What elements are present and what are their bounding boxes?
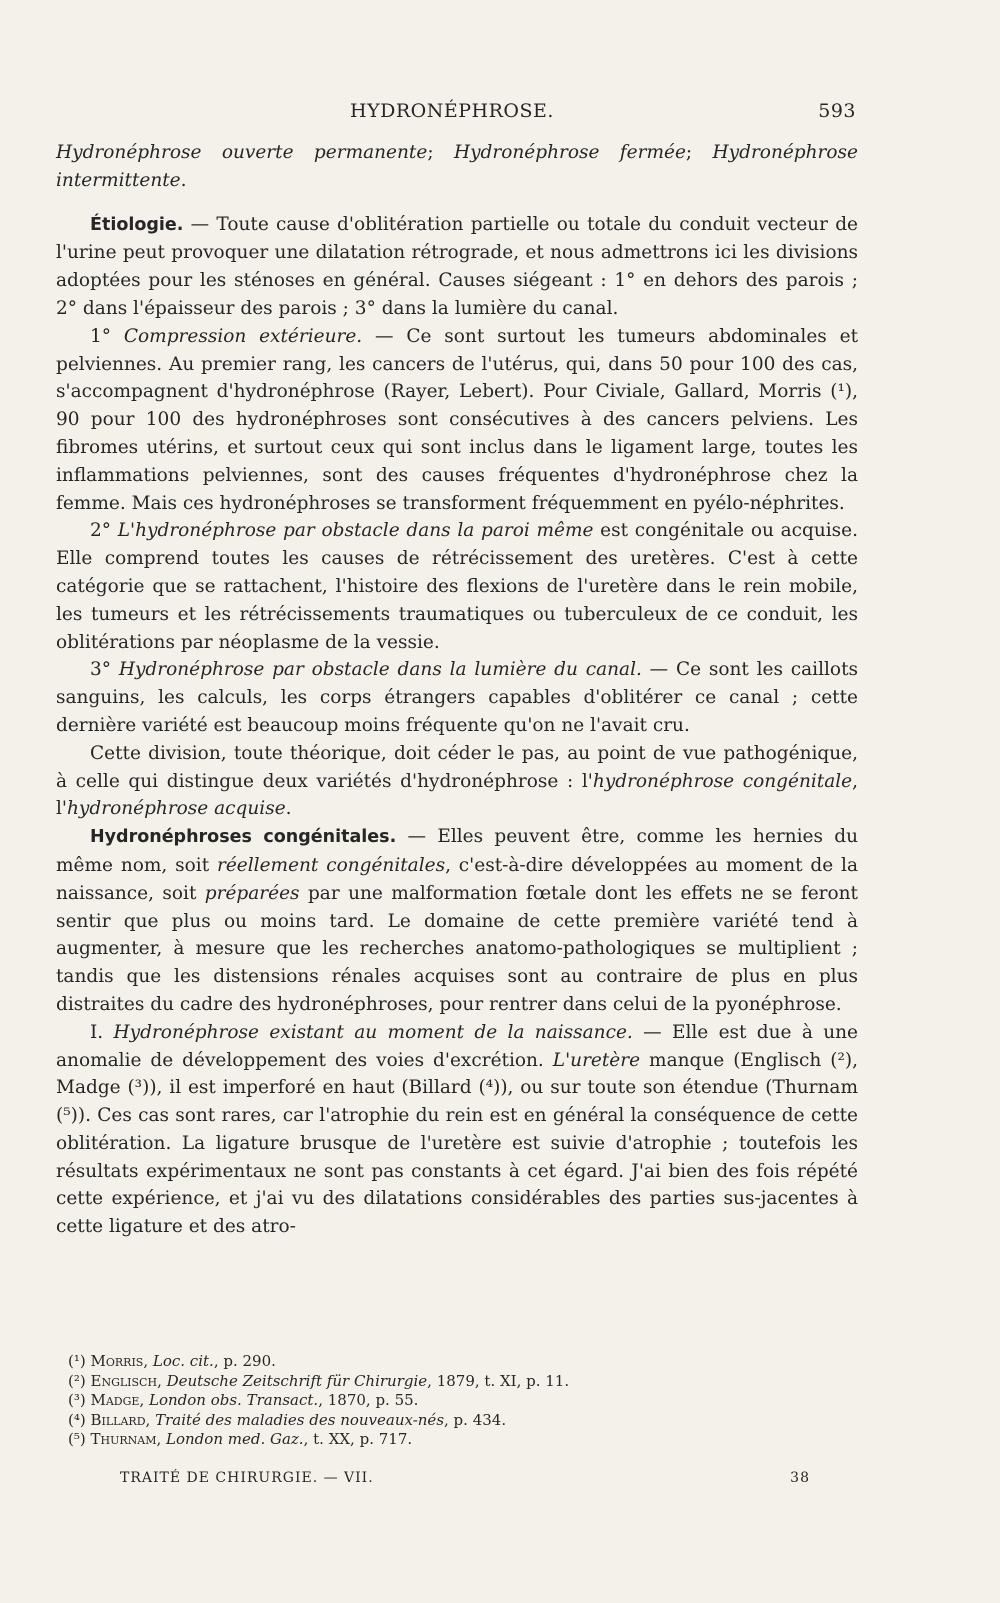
text-run: manque (Englisch (²), Madge (³)), il est imperforé en haut (Billard (⁴)), ou sur toute son étendue (Thurnam (⁵)). Ces cas sont rares, car l'atrophie du rein est en général la conséquence de cette oblitération. La ligature brusque de l'uretère est suivie d'atrophie ; toutefois les résultats expérimentaux ne sont pas constants à cet égard. J'ai bien des fois répété cette expérience, et j'ai vu des dilatations considérables des parties sus-jacentes à cette ligature et des atro- — [56, 1049, 858, 1238]
footnote-author: Englisch — [90, 1371, 158, 1390]
footnote-work: London med. Gaz. — [166, 1430, 304, 1449]
text-run: , — [145, 1410, 156, 1429]
text-run: . — [180, 169, 187, 191]
footnote-work: Loc. cit. — [152, 1352, 214, 1370]
text-run: ; — [685, 142, 713, 163]
text-run: , — [156, 1430, 167, 1449]
text-run: , 1879, t. XI, p. 11. — [427, 1371, 570, 1390]
italic-term: réellement congénitales — [217, 854, 446, 876]
item-number: I. — [90, 1021, 114, 1043]
paragraph-lumiere — [56, 656, 858, 739]
item-number: 1° — [90, 325, 124, 347]
footnote — [68, 1430, 848, 1450]
text-run: . — [285, 798, 292, 820]
footnote — [68, 1372, 848, 1392]
text-run: — Elles peuvent être, comme les hernies du même nom, soit — [56, 826, 859, 876]
text-run: , — [143, 1352, 153, 1370]
italic-term: hydronéphrose acquise — [67, 798, 286, 820]
text-run: ; — [427, 142, 454, 163]
italic-term: Hydronéphrose par obstacle dans la lumière du canal. — [118, 659, 642, 681]
footnote-mark: (²) — [68, 1371, 91, 1390]
item-number: 3° — [90, 659, 119, 681]
footnote-work: Traité des maladies des nouveaux-nés — [155, 1410, 445, 1429]
text-run: — Ce sont les caillots sanguins, les calculs, les corps étrangers capables d'oblitérer ce canal ; cette dernière variété est beaucoup moins fréquente qu'on ne l'avait cru. — [56, 659, 858, 736]
page-number: 593 — [818, 100, 856, 122]
text-run: Cette division, toute théorique, doit céder le pas, au point de vue pathogénique, à celle qui distingue deux variétés d'hydronéphrose : l' — [56, 742, 858, 792]
footnote-mark: (¹) — [68, 1352, 91, 1370]
text-run: , 1870, p. 55. — [318, 1391, 419, 1410]
footnote — [68, 1352, 848, 1372]
text-run: , l' — [56, 770, 859, 820]
text-run: est congénitale ou acquise. Elle comprend toutes les causes de rétrécissement des uretères. C'est à cette catégorie que se rattachent, l'histoire des flexions de l'uretère dans le rein mobile, les tumeurs et les rétrécissements traumatiques ou tuberculeux de ce conduit, les oblitérations par néoplasme de la vessie. — [56, 520, 858, 653]
paragraph-naissance — [56, 1019, 858, 1241]
footnote-author: Morris — [90, 1352, 144, 1370]
running-title: HYDRONÉPHROSE. — [350, 100, 554, 122]
italic-term: L'uretère — [552, 1049, 641, 1071]
text-run: , c'est-à-dire développées au moment de la naissance, soit — [56, 854, 858, 904]
main-text — [56, 139, 858, 1241]
paragraph-etiologie — [56, 211, 858, 323]
item-number: 2° — [90, 520, 118, 542]
paragraph-compression — [56, 323, 858, 518]
page-footer — [120, 1470, 810, 1486]
footnote-author: Thurnam — [90, 1430, 157, 1449]
footnote — [68, 1411, 848, 1431]
footnote-mark: (⁵) — [68, 1430, 91, 1449]
text-run: , — [139, 1391, 149, 1410]
italic-term: Hydronéphrose fermée — [453, 142, 686, 163]
italic-term: hydronéphrose congénitale — [592, 770, 853, 792]
footnote-author: Madge — [90, 1391, 140, 1410]
footnote-work: Deutsche Zeitschrift für Chirurgie — [166, 1371, 428, 1390]
italic-term: Compression extérieure. — [123, 325, 363, 347]
paragraph-congenitales — [56, 823, 858, 1019]
footnote — [68, 1391, 848, 1411]
section-heading-etiologie: Étiologie. — [90, 214, 184, 235]
sheet-number: 38 — [790, 1470, 810, 1486]
footnote-mark: (³) — [68, 1391, 91, 1410]
footnote-author: Billard — [90, 1410, 146, 1429]
text-run: par une malformation fœtale dont les effets ne se feront sentir que plus ou moins tard. Le domaine de cette première variété tend à augmenter, à mesure que les recherches anatomo-pathologiques se multiplient ; tandis que les distensions rénales acquises sont au contraire de plus en plus distraites du cadre des hydronéphroses, pour rentrer dans celui de la pyonéphrose. — [56, 882, 858, 1015]
italic-term: Hydronéphrose ouverte permanente — [56, 142, 428, 163]
text-run: — Toute cause d'oblitération partielle ou totale du conduit vecteur de l'urine peut provoquer une dilatation rétrograde, et nous admettrons ici les divisions adoptées pour les sténoses en général. Causes siégeant : 1° en dehors des parois ; 2° dans l'épaisseur des parois ; 3° dans la lumière du canal. — [56, 213, 858, 319]
book-signature: TRAITÉ DE CHIRURGIE. — VII. — [120, 1470, 374, 1486]
text-run: , p. 434. — [444, 1410, 507, 1429]
paragraph-paroi — [56, 517, 858, 656]
text-run: , p. 290. — [213, 1352, 276, 1370]
italic-term: Hydronéphrose intermittente — [56, 142, 858, 191]
paragraph-division — [56, 740, 858, 823]
footnotes — [68, 1352, 848, 1450]
text-run: — Ce sont surtout les tumeurs abdominales et pelviennes. Au premier rang, les cancers de l'utérus, qui, dans 50 pour 100 des cas, s'accompagnent d'hydronéphrose (Rayer, Lebert). Pour Civiale, Gallard, Morris (¹), 90 pour 100 des hydronéphroses sont consécutives à des cancers pelviens. Les fibromes utérins, et surtout ceux qui sont inclus dans le ligament large, toutes les inflammations pelviennes, sont des causes fréquentes d'hydronéphrose chez la femme. Mais ces hydronéphroses se transforment fréquemment en pyélo-néphrites. — [56, 325, 859, 514]
footnote-mark: (⁴) — [68, 1410, 91, 1429]
italic-term: préparées — [204, 882, 300, 904]
italic-term: L'hydronéphrose par obstacle dans la paroi même — [117, 520, 594, 542]
text-run: , — [157, 1371, 167, 1390]
text-run: — Elle est due à une anomalie de développement des voies d'excrétion. — [56, 1021, 858, 1071]
italic-term: Hydronéphrose existant au moment de la naissance. — [113, 1021, 633, 1043]
text-run: , t. XX, p. 717. — [303, 1430, 413, 1449]
section-heading-congenitales: Hydronéphroses congénitales. — [90, 827, 397, 848]
footnote-work: London obs. Transact. — [149, 1391, 319, 1410]
paragraph-hydronephrose-types — [56, 139, 858, 195]
